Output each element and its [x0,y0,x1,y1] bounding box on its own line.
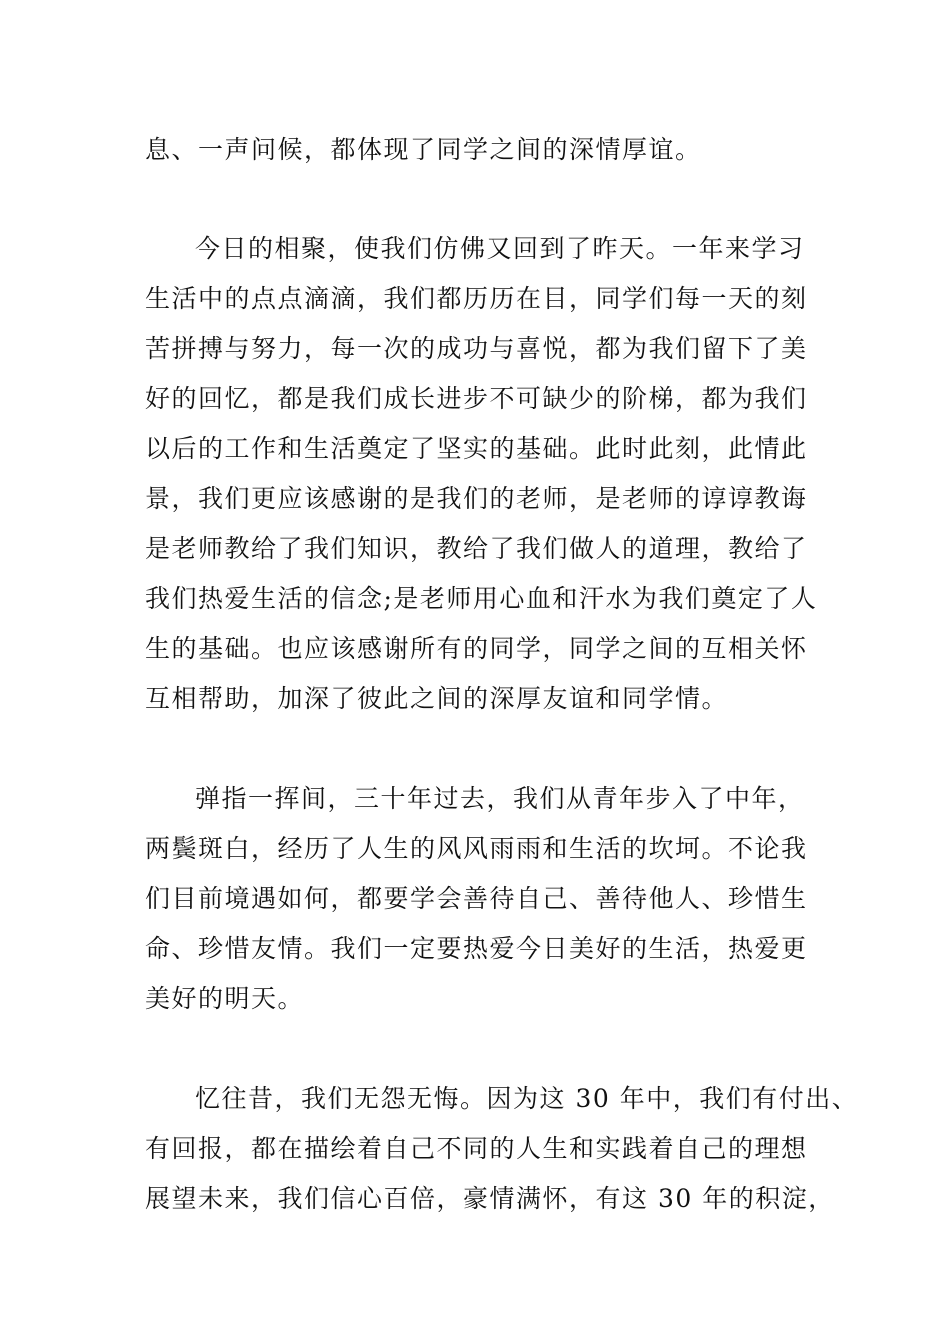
paragraph-line: 弹指一挥间，三十年过去，我们从青年步入了中年， [195,784,805,813]
paragraph-line: 苦拼搏与努力，每一次的成功与喜悦，都为我们留下了美 [145,334,808,363]
paragraph-line: 们目前境遇如何，都要学会善待自己、善待他人、珍惜生 [145,884,808,913]
paragraph-line: 忆往昔，我们无怨无悔。因为这 30 年中，我们有付出、 [195,1084,859,1113]
paragraph-line: 有回报，都在描绘着自己不同的人生和实践着自己的理想 [145,1134,808,1163]
paragraph-line: 息、一声问候，都体现了同学之间的深情厚谊。 [145,135,702,164]
paragraph-line: 美好的明天。 [145,984,305,1013]
paragraph-line: 我们热爱生活的信念;是老师用心血和汗水为我们奠定了人 [145,584,818,613]
paragraph-line: 以后的工作和生活奠定了坚实的基础。此时此刻，此情此 [145,434,808,463]
paragraph-line: 展望未来，我们信心百倍，豪情满怀，有这 30 年的积淀， [145,1184,835,1213]
paragraph-line: 生活中的点点滴滴，我们都历历在目，同学们每一天的刻 [145,284,808,313]
paragraph-line: 互相帮助，加深了彼此之间的深厚友谊和同学情。 [145,684,729,713]
paragraph-line: 两鬓斑白，经历了人生的风风雨雨和生活的坎坷。不论我 [145,834,808,863]
paragraph-line: 是老师教给了我们知识，教给了我们做人的道理，教给了 [145,534,808,563]
paragraph-line: 好的回忆，都是我们成长进步不可缺少的阶梯，都为我们 [145,384,808,413]
paragraph-line: 生的基础。也应该感谢所有的同学，同学之间的互相关怀 [145,634,808,663]
paragraph-line: 景，我们更应该感谢的是我们的老师，是老师的谆谆教诲 [145,484,808,513]
paragraph-line: 命、珍惜友情。我们一定要热爱今日美好的生活，热爱更 [145,934,808,963]
paragraph-line: 今日的相聚，使我们仿佛又回到了昨天。一年来学习 [195,234,805,263]
